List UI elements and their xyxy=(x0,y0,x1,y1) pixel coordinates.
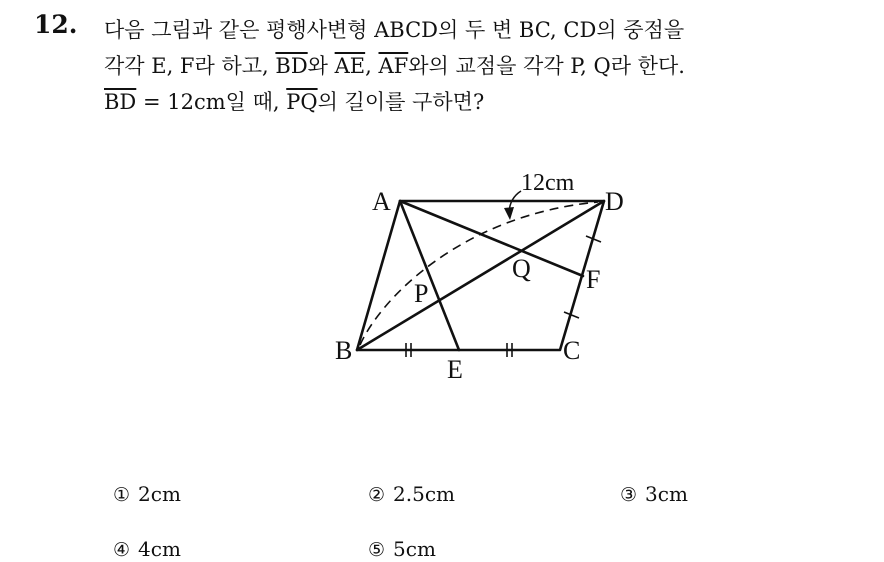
segment-af: $\overline{AF}$ xyxy=(378,54,409,78)
question-line-2-part-b: 와 xyxy=(307,54,335,78)
choice-4-mark: ④ xyxy=(113,539,131,561)
question-line-2 xyxy=(104,48,864,84)
question-text xyxy=(104,12,864,120)
segment-ae: $\overline{AE}$ xyxy=(334,54,366,78)
label-q: Q xyxy=(512,254,531,283)
segment-pq: $\overline{PQ}$ xyxy=(286,90,318,114)
question-number: 12. xyxy=(34,10,78,39)
question-line-2-part-c: , xyxy=(365,54,379,78)
choice-1-text: 2cm xyxy=(138,482,181,506)
choice-1[interactable] xyxy=(113,482,181,506)
label-f: F xyxy=(586,265,601,294)
choice-5-mark: ⑤ xyxy=(368,539,386,561)
choice-2[interactable] xyxy=(368,482,455,506)
question-line-3 xyxy=(104,84,864,120)
question-line-2-part-d: 와의 교점을 각각 P, Q라 한다. xyxy=(408,54,685,78)
question-line-1 xyxy=(104,12,864,48)
choice-3[interactable] xyxy=(620,482,688,506)
question-line-2-part-a: 각각 E, F라 하고, xyxy=(104,54,276,78)
label-p: P xyxy=(414,279,429,308)
choice-3-text: 3cm xyxy=(645,482,688,506)
segment-af-line xyxy=(400,201,583,276)
question-line-3-part-a: = 12cm일 때, xyxy=(136,90,287,114)
segment-ae-line xyxy=(400,201,459,350)
label-e: E xyxy=(447,355,463,384)
choice-2-mark: ② xyxy=(368,484,386,506)
pointer-arrow-head xyxy=(504,207,514,220)
parallelogram-figure xyxy=(330,165,640,385)
choice-4-text: 4cm xyxy=(138,537,181,561)
length-label-bd: 12cm xyxy=(521,170,575,196)
choice-5-text: 5cm xyxy=(393,537,436,561)
label-b: B xyxy=(335,336,353,365)
segment-bd: $\overline{BD}$ xyxy=(275,54,308,78)
question-line-1-text: 다음 그림과 같은 평행사변형 ABCD의 두 변 BC, CD의 중점을 xyxy=(104,18,685,42)
label-c: C xyxy=(563,336,581,365)
choice-5[interactable] xyxy=(368,537,436,561)
question-line-3-part-b: 의 길이를 구하면? xyxy=(317,90,485,114)
choice-4[interactable] xyxy=(113,537,181,561)
segment-bd-2: $\overline{BD}$ xyxy=(104,90,137,114)
label-d: D xyxy=(605,187,624,216)
choice-3-mark: ③ xyxy=(620,484,638,506)
choice-2-text: 2.5cm xyxy=(393,482,456,506)
dimension-arc-bd xyxy=(360,202,601,345)
label-a: A xyxy=(372,187,391,216)
choice-1-mark: ① xyxy=(113,484,131,506)
